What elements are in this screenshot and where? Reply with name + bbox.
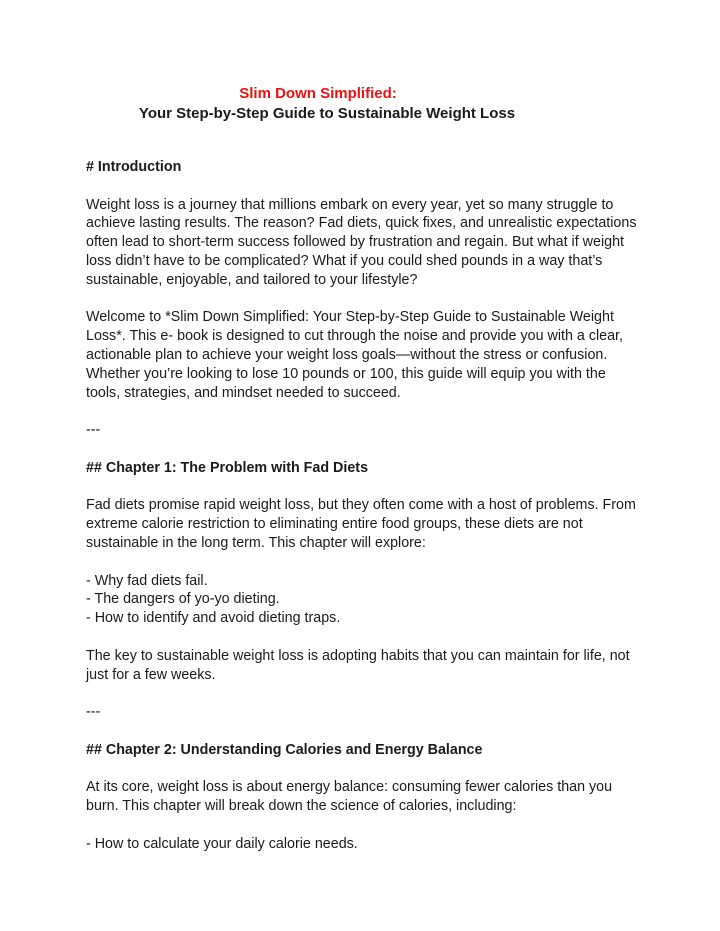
chapter-2-paragraph-1: [86, 778, 646, 816]
text-line: extreme calorie restriction to eliminating entire food groups, these diets are not: [86, 516, 583, 533]
text-line: tools, strategies, and mindset needed to succeed.: [86, 384, 401, 401]
chapter-1-heading: ## Chapter 1: The Problem with Fad Diets: [86, 459, 369, 476]
text-line: just for a few weeks.: [86, 666, 216, 683]
text-line: sustainable, enjoyable, and tailored to your lifestyle?: [86, 271, 418, 288]
text-line: sustainable in the long term. This chapter will explore:: [86, 534, 426, 551]
text-line: loss didn’t have to be complicated? What if you could shed pounds in a way that’s: [86, 252, 603, 269]
document-title: Slim Down Simplified:: [239, 85, 397, 102]
list-item: - Why fad diets fail.: [86, 572, 208, 589]
text-line: often lead to short-term success followed by frustration and regain. But what if weight: [86, 234, 624, 251]
text-line: actionable plan to achieve your weight loss goals—without the stress or confusion.: [86, 346, 608, 363]
chapter-1-list: [86, 572, 646, 628]
text-line: achieve lasting results. The reason? Fad diets, quick fixes, and unrealistic expectations: [86, 215, 637, 232]
section-separator: ---: [86, 422, 101, 439]
text-line: Whether you’re looking to lose 10 pounds or 100, this guide will equip you with the: [86, 365, 606, 382]
document-body: [86, 158, 646, 872]
intro-heading: # Introduction: [86, 159, 182, 175]
text-line: Fad diets promise rapid weight loss, but they often come with a host of problems. From: [86, 497, 636, 514]
chapter-1-paragraph-2: [86, 647, 646, 685]
section-separator: ---: [86, 704, 101, 721]
text-line: burn. This chapter will break down the science of calories, including:: [86, 798, 517, 815]
chapter-2-heading: ## Chapter 2: Understanding Calories and Energy Balance: [86, 741, 483, 758]
intro-paragraph-2: [86, 308, 646, 402]
document-subtitle: Your Step-by-Step Guide to Sustainable Weight Loss: [138, 105, 516, 122]
text-line: Loss*. This e- book is designed to cut through the noise and provide you with a clear,: [86, 328, 623, 345]
intro-paragraph-1: [86, 196, 646, 290]
text-line: The key to sustainable weight loss is adopting habits that you can maintain for life, not: [86, 647, 630, 664]
chapter-1-paragraph-1: [86, 496, 646, 552]
text-line: At its core, weight loss is about energy balance: consuming fewer calories than you: [86, 779, 613, 796]
list-item: - How to calculate your daily calorie needs.: [86, 835, 358, 852]
chapter-2-list: [86, 835, 646, 854]
list-item: - How to identify and avoid dieting traps.: [86, 610, 341, 627]
text-line: Weight loss is a journey that millions embark on every year, yet so many struggle to: [86, 196, 614, 213]
text-line: Welcome to *Slim Down Simplified: Your Step-by-Step Guide to Sustainable Weight: [86, 309, 614, 326]
list-item: - The dangers of yo-yo dieting.: [86, 591, 280, 608]
